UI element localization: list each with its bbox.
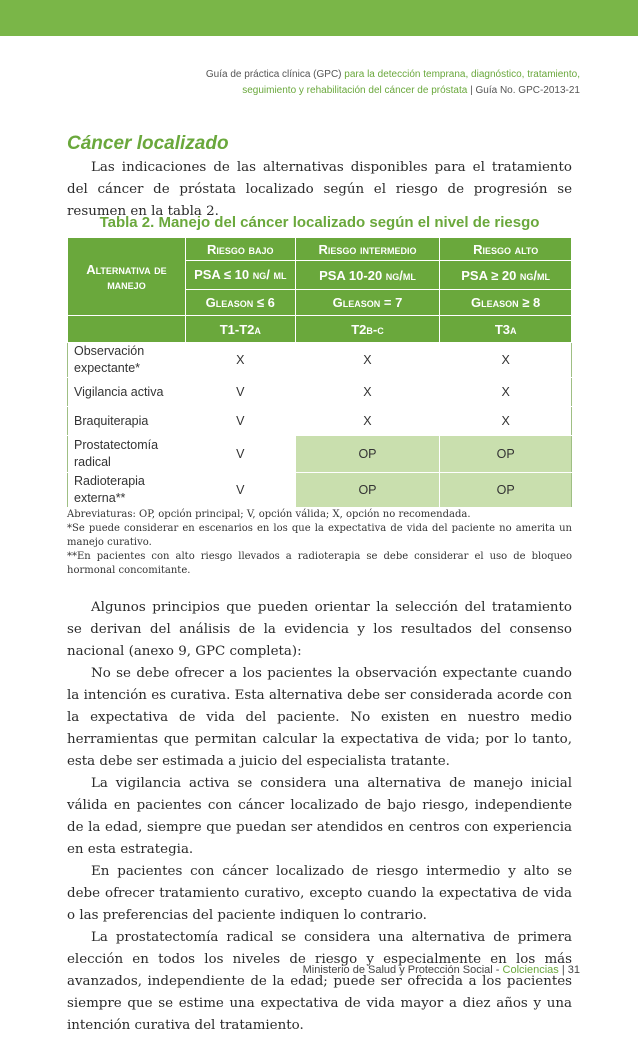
cell-intermediate: OP xyxy=(295,473,440,508)
header-stage-intermediate: T2b-c xyxy=(295,316,440,343)
row-name: Observación expectante* xyxy=(68,343,186,378)
top-color-bar xyxy=(0,0,638,36)
table-title: Tabla 2. Manejo del cáncer localizado según el nivel de riesgo xyxy=(99,214,540,231)
paragraph-surveillance: La vigilancia activa se considera una alternativa de manejo inicial válida en pacientes con cáncer localizado de bajo riesgo, independiente de la edad, siempre que puedan ser atendidos en centros con experiencia en esta estrategia. xyxy=(67,776,572,857)
header-guide-topic-2: seguimiento y rehabilitación del cáncer de próstata xyxy=(242,85,468,96)
cell-high: X xyxy=(440,407,572,436)
table-row xyxy=(68,343,572,378)
header-risk-low: Riesgo bajo xyxy=(185,238,295,261)
cell-low: V xyxy=(185,407,295,436)
paragraph-prostatectomy: La prostatectomía radical se considera una alternativa de primera elección en todos los niveles de riesgo y especialmente en los más avanzados, independiente de la edad; puede ser ofrecida a los pacientes siempre que se estime una expectativa de vida mayor a diez años y una intención curativa del tratamiento. xyxy=(67,930,572,1033)
running-header xyxy=(120,67,580,99)
footer-colciencias: Colciencias xyxy=(502,964,559,976)
table-row xyxy=(68,407,572,436)
page-number: | 31 xyxy=(561,964,580,976)
cell-high: OP xyxy=(440,473,572,508)
row-name: Prostatectomía radical xyxy=(68,436,186,473)
page-footer xyxy=(303,964,580,976)
header-guide-number: | Guía No. GPC-2013-21 xyxy=(470,85,580,96)
header-gleason-intermediate: Gleason = 7 xyxy=(295,290,440,316)
header-psa-intermediate: PSA 10-20 ng/ml xyxy=(295,261,440,290)
cell-intermediate: X xyxy=(295,343,440,378)
note-abbreviations: Abreviaturas: OP, opción principal; V, opción válida; X, opción no recomendada. xyxy=(67,509,471,520)
header-psa-low: PSA ≤ 10 ng/ ml xyxy=(185,261,295,290)
cell-intermediate: OP xyxy=(295,436,440,473)
table-corner-header: Alternativa de manejo xyxy=(68,238,186,316)
cell-high: OP xyxy=(440,436,572,473)
cell-high: X xyxy=(440,343,572,378)
header-gleason-high: Gleason ≥ 8 xyxy=(440,290,572,316)
cell-intermediate: X xyxy=(295,378,440,407)
note-observation: *Se puede considerar en escenarios en los que la expectativa de vida del paciente no amerita un manejo curativo. xyxy=(67,523,572,548)
cell-low: X xyxy=(185,343,295,378)
table-row xyxy=(68,378,572,407)
header-line-1 xyxy=(120,67,580,83)
cell-intermediate: X xyxy=(295,407,440,436)
cell-low: V xyxy=(185,436,295,473)
paragraph-observation: No se debe ofrecer a los pacientes la observación expectante cuando la intención es curativa. Esta alternativa debe ser considerada acorde con la expectativa de vida del paciente. No existen en nuestro medio herramientas que permitan calcular la expectativa de vida; por lo tanto, esta debe ser estimada a juicio del especialista tratante. xyxy=(67,666,572,769)
table-row xyxy=(68,436,572,473)
header-psa-high: PSA ≥ 20 ng/ml xyxy=(440,261,572,290)
header-stage-low: T1-T2a xyxy=(185,316,295,343)
row-name: Radioterapia externa** xyxy=(68,473,186,508)
paragraph-intermediate-high: En pacientes con cáncer localizado de riesgo intermedio y alto se debe ofrecer tratamiento curativo, excepto cuando la expectativa de vida o las preferencias del paciente indiquen lo contrario. xyxy=(67,864,572,923)
paragraph-principles: Algunos principios que pueden orientar la selección del tratamiento se derivan del análisis de la evidencia y los resultados del consenso nacional (anexo 9, GPC completa): xyxy=(67,600,572,659)
cell-high: X xyxy=(440,378,572,407)
cell-low: V xyxy=(185,473,295,508)
header-risk-intermediate: Riesgo intermedio xyxy=(295,238,440,261)
intro-text: Las indicaciones de las alternativas disponibles para el tratamiento del cáncer de próstata localizado según el riesgo de progresión se resumen en la tabla 2. xyxy=(67,160,572,219)
table-notes xyxy=(67,508,572,578)
row-name: Braquiterapia xyxy=(68,407,186,436)
header-guide-topic-1: para la detección temprana, diagnóstico, tratamiento, xyxy=(344,69,580,80)
row-name: Vigilancia activa xyxy=(68,378,186,407)
note-radiotherapy: **En pacientes con alto riesgo llevados a radioterapia se debe considerar el uso de bloqueo hormonal concomitante. xyxy=(67,551,572,576)
header-guide-label: Guía de práctica clínica (GPC) xyxy=(205,69,342,80)
footer-ministry: Ministerio de Salud y Protección Social - xyxy=(302,964,500,976)
risk-management-table xyxy=(67,237,572,508)
header-stage-blank xyxy=(68,316,186,343)
header-gleason-low: Gleason ≤ 6 xyxy=(185,290,295,316)
header-stage-high: T3a xyxy=(440,316,572,343)
section-title: Cáncer localizado xyxy=(67,133,229,154)
cell-low: V xyxy=(185,378,295,407)
header-risk-high: Riesgo alto xyxy=(440,238,572,261)
table-row xyxy=(68,473,572,508)
header-line-2 xyxy=(120,83,580,99)
